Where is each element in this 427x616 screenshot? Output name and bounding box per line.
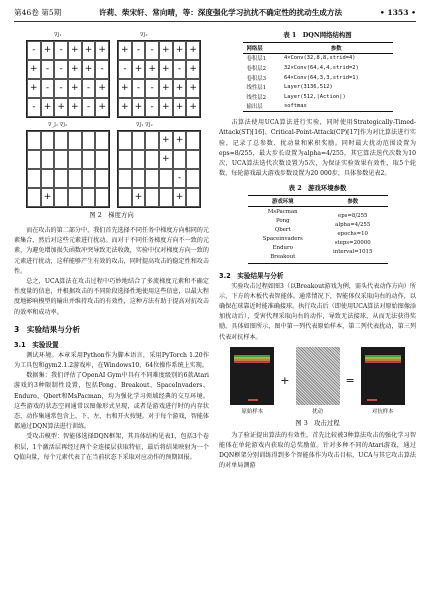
figure-label: 原始样本 [241,408,264,415]
table-2-caption: 表 2 游戏环境参数 [288,184,347,193]
grid-cell [54,150,68,169]
grid-cell [54,188,68,207]
grid-cell: + [27,79,41,98]
grid-cell [27,150,41,169]
grid-cell [95,188,109,207]
grid-cell: + [41,188,55,207]
table-cell: softmax [284,103,307,110]
grid-cell [95,131,109,150]
grid-cell [82,188,96,207]
grid-cell: - [118,60,132,79]
table-cell: Layer(512,|Action|) [284,93,346,100]
grid-cell: + [41,98,55,117]
grid-cell: + [27,60,41,79]
figure-2-caption: 图 2 梯度方向 [89,211,134,219]
grid-cell: + [54,98,68,117]
grid-cell [159,169,173,188]
grid-cell: + [173,131,187,150]
gradient-grid-2 [117,40,201,118]
grid-cell: - [132,79,146,98]
grid-cell [68,131,82,150]
grid-cell: + [159,150,173,169]
grid-cell: + [173,41,187,60]
grid-cell: + [68,41,82,60]
figure-3 [219,347,416,427]
grid-cell [54,169,68,188]
grid-cell [159,188,173,207]
grid-cell: + [41,41,55,60]
equals-icon: = [345,374,355,388]
param-value: epochs=10 [337,231,368,238]
grid-cell [95,169,109,188]
grid-cell: + [159,98,173,117]
grid-cell: - [54,60,68,79]
gradient-grid-1 [26,40,110,118]
grid-cell: - [95,60,109,79]
grid-cell: - [41,79,55,98]
grid-cell: + [173,98,187,117]
table-cell: 输出层 [246,104,263,111]
grid-cell: + [68,98,82,117]
grid-cell: + [68,60,82,79]
figure-label: 扰动 [312,408,323,415]
table-1 [243,42,393,112]
table-header: 参数 [330,45,342,52]
grid-cell [41,150,55,169]
table-cell: 线性层2 [246,94,267,101]
figure-label: 对抗样本 [371,408,394,415]
table-cell: 4×Conv(32,8,8,strid=4) [284,55,356,62]
table-cell: Layer(3136,512) [284,84,333,91]
grid-cell: + [159,131,173,150]
grid-cell [41,131,55,150]
original-sample-image [230,347,274,405]
table-cell: 卷积层2 [246,65,267,72]
grid-cell [173,150,187,169]
grid-cell [132,131,146,150]
grid-cell: + [173,188,187,207]
running-header [14,6,416,22]
right-column [219,30,416,472]
grid-cell: + [159,41,173,60]
perturbation-image [296,347,340,405]
grid-cell [27,131,41,150]
adversarial-sample-image [361,347,405,405]
grid-cell: + [186,98,200,117]
grid-cell: - [173,169,187,188]
grid-cell [186,169,200,188]
game-name: Breakout [270,253,296,260]
paragraph: 受攻击模型：智能体选择DQN框架，其具体结构见表1，包括3个卷积层，1个激活层再经过两个全连接层获取特征，最后将结果映射为一个Q值向量，每个元素代表了在当前状态下采取对应动作的预期回报。 [14,433,209,461]
game-name: Spaceinvaders [262,235,303,242]
param-value: eps=8/255 [338,213,368,220]
grid-cell: + [186,60,200,79]
grid-cell: - [145,98,159,117]
grid-cell [27,188,41,207]
paragraph: 实验攻击过程如图3（以Breakout游戏为例，需头代表动作方向）所示，下方的木板代表智能体。通常情况下，智能体仅采取向右的动作，以确保在球靠近时能准确接球。执行攻击后（即使用UCA算法对原始图像添加扰动后），受害代理采取向右的动作，导致无法接球，从而无法获得奖励。具体如图所示，图中第一列代表原始样本，第二列代表扰动，第三列代表对抗样本。 [219,282,417,341]
grid-label: ∇J₂ [140,32,148,38]
grid-cell [186,131,200,150]
game-list [248,206,318,263]
grid-cell: + [95,41,109,60]
grid-cell [118,169,132,188]
grid-cell: + [68,79,82,98]
param-value: alpha=4/255 [335,222,371,229]
game-name: Enduro [272,244,293,251]
grid-cell: - [41,60,55,79]
param-value: interval=1015 [333,249,373,256]
gradient-grid-4 [117,130,201,208]
running-title: 许莉、柴宋轩、常向晴，等：深度强化学习抗扰不确定性的扰动生成方法 [99,8,343,17]
grid-label: ∇J₁ ∇J₂ [136,122,153,128]
paragraph: 总之，UCA算法在攻击过程中巧妙地结合了多流梯度元素和不确定性度量的信息，并根据攻击的不同阶段选择性地使用这些信息，以最大程度地影响模型的输出并维持攻击的有效性，这种方法有助于提高对抗攻击的效率和成功率。 [14,278,209,316]
table-1-caption: 表 1 DQN网络结构图 [283,31,352,39]
grid-cell: - [145,41,159,60]
left-column [14,30,209,463]
table-row [243,63,393,73]
grid-cell [145,188,159,207]
grid-cell: + [186,79,200,98]
grid-label: ∇J₁ [54,32,62,38]
game-name: Qbert [274,226,291,233]
grid-cell: - [82,98,96,117]
grid-cell [54,131,68,150]
grid-cell [132,169,146,188]
grid-label: ∇_J₁ ∇J₂ [48,122,68,128]
plus-icon: + [280,374,290,388]
grid-cell [82,131,96,150]
table-header: 游戏环境 [271,199,294,206]
table-cell: 32×Conv(64,4,4,strid=2) [284,64,359,71]
table-cell: 线性层1 [246,85,267,92]
paragraph: 击算法使用UCA算法进行实验，同时使用Strategically-Timed-Attack(ST)[16]、Critical-Point-Attack(CP)[17]作为对比算法进行实验，记录了总参数、扰动量和累积奖励。同时最大扰动范围设置为eps=8/255，最大步长设置为alpha=4/255，其它算法迭代次数为10次，UCA算法迭代次数设置为5次，为保证实验效果有效性，取5个轮数，每轮游戏最大游戏步数设置为20 000步，具体参数见表2。 [219,119,416,178]
grid-cell: + [159,79,173,98]
paragraph: 而在攻击的第二部分中，我们首先选择不同任务中梯度方向相同的元素集合，然后对这些元素进行扰动。而对于不同任务梯度方向不一致的元素，为避免增加损失函数冲突导致无法收敛，实验中仅对梯度方向一致的元素进行扰动，这样能够产生有效的攻击，同时提高攻击的稳定性和攻击性。 [14,227,209,275]
grid-cell [82,150,96,169]
grid-cell: + [132,60,146,79]
grid-cell [41,169,55,188]
grid-cell: - [132,41,146,60]
section-heading: 3 实验结果与分析 [14,324,81,334]
gradient-grid-3 [26,130,110,208]
table-row [243,92,393,102]
table-row [243,102,393,112]
paragraph: 测试环境。本章采用Python作为脚本语言，采用PyTorch 1.20作为工具包和gym2.1.2游戏库，在Windows10，64位操作系统上实现。 [14,351,209,370]
grid-cell: - [145,79,159,98]
grid-cell: - [173,60,187,79]
grid-cell [82,169,96,188]
table-row [243,73,393,83]
grid-cell [118,188,132,207]
subsection-heading: 3.1 实验设置 [14,340,59,349]
grid-cell: - [54,79,68,98]
grid-cell [145,131,159,150]
grid-cell: + [173,79,187,98]
grid-cell [68,169,82,188]
grid-cell [145,150,159,169]
grid-cell: + [132,188,146,207]
grid-cell [145,169,159,188]
grid-cell [186,188,200,207]
table-cell: 卷积层3 [246,75,267,82]
grid-cell: + [159,60,173,79]
grid-cell [68,188,82,207]
grid-cell: + [95,98,109,117]
grid-cell [95,150,109,169]
grid-cell: + [145,60,159,79]
volume-issue: 第46卷 第5期 [14,8,62,17]
grid-cell: - [82,79,96,98]
table-header: 网络层 [246,45,263,52]
grid-cell: - [54,41,68,60]
grid-cell [27,169,41,188]
grid-cell: + [118,41,132,60]
paragraph: 为了验证提出算法的有效性，首先比较被3种算法攻击的强化学习智能体在单轮游戏内获取的总奖励值。针对多种不同的Atari游戏，通过DQN框架分别训练得到多个智能体作为攻击目标，UCA与其它攻击算法的对单局测游 [219,431,416,470]
game-name: Pong [275,217,290,224]
grid-cell: - [27,41,41,60]
table-cell: 64×Conv(64,3,3,strid=1) [284,74,359,81]
param-value: steps=20000 [334,240,371,247]
paragraph: 数据集：我们评估了OpenAI Gym中具有不同难度级别的6款Atari游戏的3种限制性设置，包括Pong、Breakout、SpaceInvaders、Enduro、Qbert和MsPacman，均为强化学习领域经典的交互环境。这些游戏的状态空间通常以图像形式呈现，或者是游戏进行时的内存状态，动作集通常包含上、下、左、右和开火按键。对于每个游戏，智能体都通过DQN算法进行训练。 [14,372,209,431]
grid-cell: - [27,98,41,117]
grid-cell: + [118,79,132,98]
grid-cell: + [118,98,132,117]
grid-cell: + [132,98,146,117]
table-cell: 卷积层1 [246,56,267,63]
table-row [243,82,393,92]
grid-cell: + [186,41,200,60]
grid-cell [186,150,200,169]
table-2 [248,195,388,263]
figure-3-caption: 图 3 攻击过程 [295,418,340,427]
grid-cell: + [95,79,109,98]
subsection-heading: 3.2 实验结果与分析 [219,271,284,280]
grid-cell [68,150,82,169]
figure-2 [14,30,209,220]
grid-cell [132,150,146,169]
grid-cell: + [82,41,96,60]
param-list [318,206,388,263]
table-row [243,53,393,63]
game-name: MsPacman [267,208,298,215]
table-header: 参数 [347,199,359,206]
grid-cell: + [82,60,96,79]
grid-cell [118,150,132,169]
page-number: • 1353 • [379,8,416,17]
grid-cell [118,131,132,150]
